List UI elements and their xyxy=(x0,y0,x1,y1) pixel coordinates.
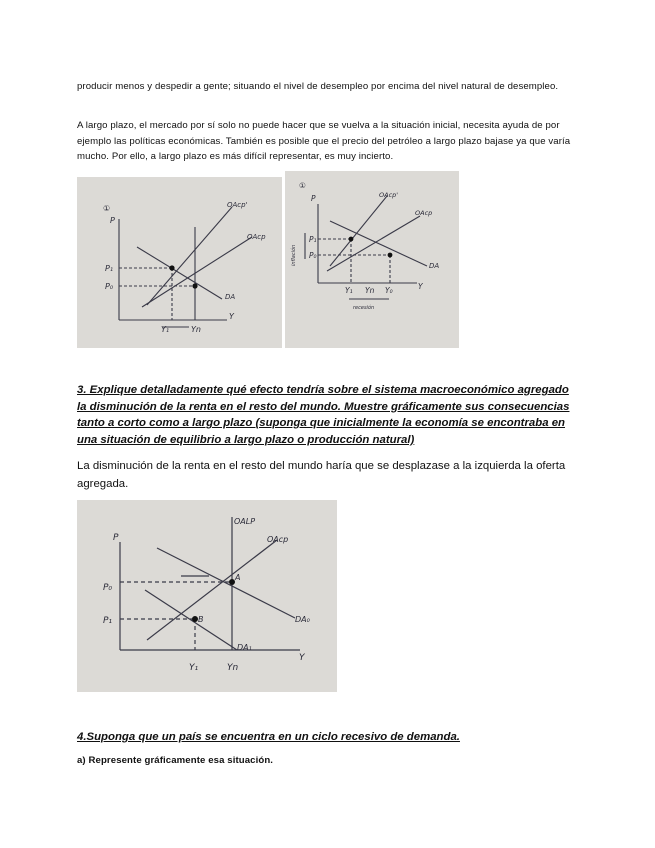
demand-curve-0 xyxy=(157,548,295,618)
y-axis-label: P xyxy=(110,216,115,225)
curve-label-2: OAcp xyxy=(415,209,433,217)
demand-label: DA xyxy=(429,262,440,270)
demand-curve xyxy=(330,221,427,266)
sketch-number: ① xyxy=(299,181,306,190)
supply-curve-1 xyxy=(147,207,232,305)
price-label-high: P₁ xyxy=(105,264,114,273)
answer-3: La disminución de la renta en el resto del mundo haría que se desplazase a la izquierda la oferta agregada. xyxy=(77,460,566,490)
recession-note: recesión xyxy=(353,305,375,311)
equilibrium-point-initial xyxy=(388,253,393,258)
demand-label-1: DA₁ xyxy=(237,643,252,652)
output-label-y0: Y₀ xyxy=(385,286,393,295)
equilibrium-point-new xyxy=(169,265,174,270)
price-label-low: P₀ xyxy=(309,251,317,260)
question-3: 3. Explique detalladamente qué efecto tendría sobre el sistema macroeconómico agregado la disminución de la renta en el resto del mundo. Muestre gráficamente sus consecuencias tanto a corto como a largo plazo (suponga que inicialmente la economía se encontraba en una situación de equilibrio a largo plazo o producción natural) xyxy=(77,384,570,446)
output-label-yn: Yn xyxy=(365,286,375,295)
x-axis-label: Y xyxy=(418,282,423,291)
price-label-low: P₀ xyxy=(105,282,114,291)
graph-sketch-1 xyxy=(77,177,282,348)
curve-label-1: OAcp' xyxy=(379,191,399,199)
output-label-yn: Yn xyxy=(191,325,201,334)
price-label-p1: P₁ xyxy=(103,616,113,626)
sras-label: OAcp xyxy=(267,535,289,544)
graph-photo-3 xyxy=(77,500,337,692)
output-label-yn: Yn xyxy=(227,663,239,673)
supply-curve-2 xyxy=(327,216,420,271)
graph-sketch-3 xyxy=(77,500,337,692)
demand-curve xyxy=(137,247,222,299)
curve-label-1: OAcp' xyxy=(227,201,248,209)
x-axis-label: Y xyxy=(229,312,234,321)
point-b-label: B xyxy=(198,615,204,624)
lras-label: OALP xyxy=(234,517,256,526)
x-axis-label: Y xyxy=(299,653,305,663)
output-label-y1: Y₁ xyxy=(189,663,199,673)
paragraph-unemployment: producir menos y despedir a gente; situando el nivel de desempleo por encima del nivel natural de desempleo. xyxy=(77,81,559,92)
question-4: 4.Suponga que un país se encuentra en un ciclo recesivo de demanda. xyxy=(77,731,460,743)
output-label-y1: Y₁ xyxy=(161,325,170,334)
price-label-high: P₁ xyxy=(309,235,317,244)
point-a-label: A xyxy=(235,573,241,582)
y-axis-label: P xyxy=(311,194,316,203)
graph-photo-2 xyxy=(285,171,459,348)
demand-label-0: DA₀ xyxy=(295,615,310,624)
equilibrium-point-initial xyxy=(192,283,197,288)
demand-curve-1 xyxy=(145,590,237,650)
demand-label: DA xyxy=(225,293,236,301)
output-label-y1: Y₁ xyxy=(345,286,353,295)
curve-label-2: OAcp xyxy=(247,233,266,241)
graph-sketch-2 xyxy=(285,171,459,348)
graph-photo-1 xyxy=(77,177,282,348)
question-4a: a) Represente gráficamente esa situación. xyxy=(77,755,274,766)
y-axis-label: P xyxy=(113,533,119,543)
paragraph-long-run: A largo plazo, el mercado por sí solo no puede hacer que se vuelva a la situación inicial, necesita ayuda de por ejemplo las políticas económicas. También es posible que el precio del petróleo a largo plazo bajase ya que varía mucho. Por ello, a largo plazo es más difícil representar, es muy incierto. xyxy=(77,120,571,162)
sketch-number: ① xyxy=(103,204,111,213)
equilibrium-point-new xyxy=(349,237,354,242)
sras-curve xyxy=(147,540,277,640)
inflation-note: inflación xyxy=(291,244,297,266)
price-label-p0: P₀ xyxy=(103,583,113,593)
